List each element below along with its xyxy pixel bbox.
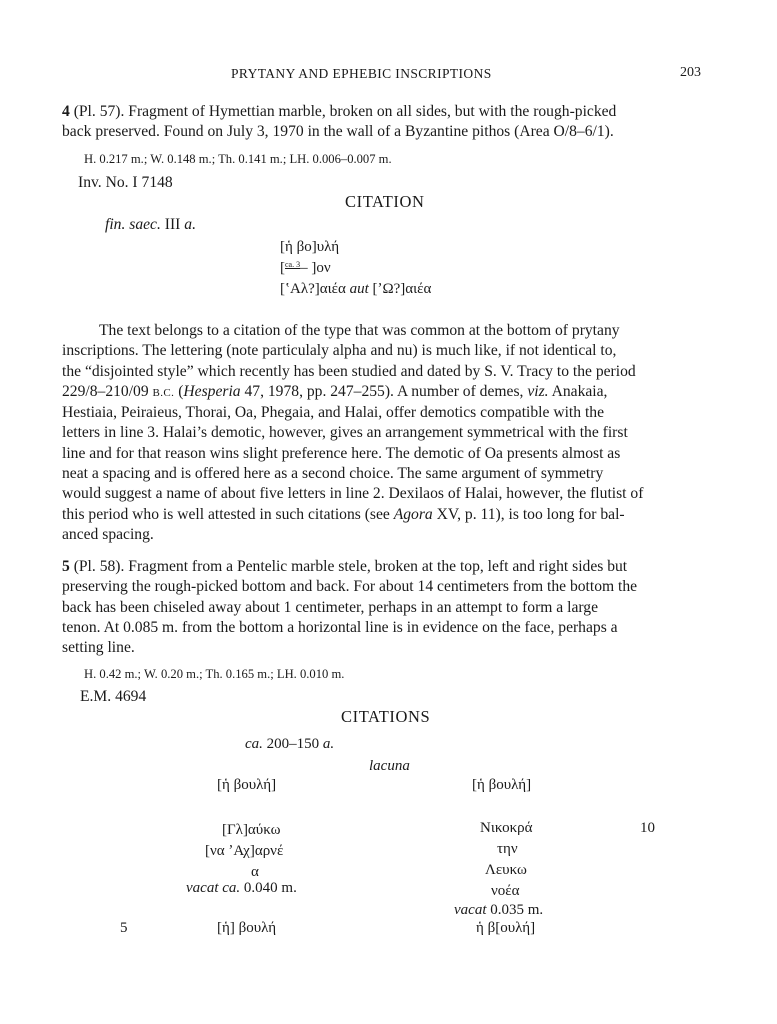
- lacuna-text: lacuna: [369, 758, 410, 774]
- left-name-line1: [Γλ]αύκω: [222, 822, 281, 838]
- item4-heading: CITATION: [345, 192, 425, 211]
- item4-greek-line1: [ἡ βο]υλή: [280, 239, 340, 255]
- right-name-line2: την: [497, 841, 518, 857]
- item4-greek-line2-ca: ca. 3: [285, 260, 301, 269]
- item4-greek-line3-b: [ʼΩ?]αιέα: [368, 281, 432, 297]
- item5-lacuna: [369, 758, 410, 775]
- left-vacat-word: vacat: [186, 880, 219, 896]
- commentary-line: inscriptions. The lettering (note particulaly alpha and nu) is much like, if not identical to,: [62, 342, 617, 360]
- commentary-line: Hestiaia, Peiraieus, Thorai, Oa, Phegaia, and Halai, offer demotics compatible with the: [62, 404, 605, 422]
- left-boule: [ἡ βουλή]: [217, 777, 277, 793]
- item5-dimensions: H. 0.42 m.; W. 0.20 m.; Th. 0.165 m.; LH. 0.010 m.: [84, 667, 345, 681]
- right-boule-2: ἡ β[ουλή]: [476, 920, 536, 936]
- right-name-line4: νοέα: [491, 883, 520, 899]
- left-name-line2: [να ʼΑχ]αρνέ: [205, 843, 284, 859]
- right-name-line3: Λευκω: [485, 862, 527, 878]
- line-number-5: 5: [120, 920, 128, 936]
- left-vacat-ca: ca.: [218, 880, 241, 896]
- left-name-line3: α: [251, 864, 259, 880]
- commentary-text: XV, p. 11), is too long for bal-: [432, 505, 625, 523]
- item5-date-ca: ca.: [245, 736, 263, 752]
- commentary-line: the “disjointed style” which recently has been studied and dated by S. V. Tracy to the period: [62, 362, 636, 380]
- item4-description-line2: back preserved. Found on July 3, 1970 in the wall of a Byzantine pithos (Area O/8–6/1).: [62, 123, 614, 141]
- item4-greek-line3-a: [ʽΑλ?]αιέα: [280, 281, 350, 297]
- commentary-viz: viz.: [527, 382, 549, 400]
- item4-greek-line3-aut: aut: [349, 281, 369, 297]
- item5-description-line1: (Pl. 58). Fragment from a Pentelic marble stele, broken at the top, left and right sides but: [69, 558, 628, 575]
- item5-date-a: a.: [322, 736, 335, 752]
- item4-date-suffix: a.: [184, 216, 196, 233]
- item4-description: [62, 102, 708, 143]
- commentary-line: letters in line 3. Halai’s demotic, however, gives an arrangement symmetrical with the first: [62, 424, 628, 442]
- item5-description: [62, 557, 708, 658]
- left-vacat: [186, 880, 297, 897]
- item4-dimensions: H. 0.217 m.; W. 0.148 m.; Th. 0.141 m.; LH. 0.006–0.007 m.: [84, 152, 392, 166]
- commentary-line: [62, 505, 708, 525]
- item4-date-century: III: [160, 216, 185, 233]
- item4-date-italic: fin. saec.: [105, 216, 161, 233]
- item5-description-line: setting line.: [62, 639, 135, 657]
- right-vacat: [454, 902, 543, 919]
- commentary-text: (: [174, 382, 184, 400]
- item5-number: 5: [62, 558, 70, 575]
- right-name-line1: Νικοκρά: [480, 820, 533, 836]
- commentary-line: neat a spacing and is offered here as a second choice. The same argument of symmetry: [62, 465, 604, 483]
- item4-greek-line2: [$^{ca. 3}$– ]ον: [280, 260, 331, 276]
- right-vacat-word: vacat: [454, 902, 487, 918]
- running-header: PRYTANY AND EPHEBIC INSCRIPTIONS: [231, 66, 492, 81]
- item5-date-range: 200–150: [262, 736, 323, 752]
- right-vacat-value: 0.035 m.: [486, 902, 544, 918]
- commentary-text: Anakaia,: [548, 382, 608, 400]
- item5-date: [245, 736, 334, 753]
- item4-description-line1: (Pl. 57). Fragment of Hymettian marble, broken on all sides, but with the rough-picked: [69, 103, 617, 120]
- left-vacat-value: 0.040 m.: [240, 880, 297, 896]
- item4-number: 4: [62, 103, 70, 120]
- commentary-bc: B.C.: [152, 386, 175, 399]
- commentary-hesperia: Hesperia: [183, 382, 241, 400]
- item5-description-line: back has been chiseled away about 1 centimeter, perhaps in an attempt to form a large: [62, 598, 598, 616]
- left-boule-2: [ἡ] βουλή: [217, 920, 277, 936]
- commentary-line: would suggest a name of about five letters in line 2. Dexilaos of Halai, however, the flutist of: [62, 485, 644, 503]
- item5-description-line: preserving the rough-picked bottom and back. For about 14 centimeters from the bottom the: [62, 578, 638, 596]
- item5-description-line: tenon. At 0.085 m. from the bottom a horizontal line is in evidence on the face, perhaps a: [62, 618, 618, 636]
- commentary-text: 229/8–210/09: [62, 382, 153, 400]
- commentary-line: anced spacing.: [62, 525, 154, 543]
- commentary-paragraph: [62, 321, 708, 545]
- line-number-10: 10: [640, 820, 655, 836]
- item5-heading: CITATIONS: [341, 707, 431, 726]
- item4-inventory: Inv. No. I 7148: [78, 174, 173, 191]
- commentary-agora: Agora: [393, 505, 433, 523]
- commentary-line: line and for that reason wins slight preference here. The demotic of Oa presents almost as: [62, 444, 621, 462]
- commentary-text: 47, 1978, pp. 247–255). A number of demes,: [240, 382, 528, 400]
- item4-greek-line3: [280, 281, 431, 298]
- page-number: 203: [680, 65, 701, 80]
- commentary-line: [62, 382, 708, 403]
- item5-inventory: E.M. 4694: [80, 688, 147, 705]
- commentary-text: this period who is well attested in such citations (see: [62, 505, 394, 523]
- commentary-line: The text belongs to a citation of the type that was common at the bottom of prytany: [99, 322, 620, 339]
- right-boule: [ἡ βουλή]: [472, 777, 532, 793]
- item4-greek-line2-rest: ]ον: [311, 260, 331, 276]
- item4-date: [105, 216, 196, 234]
